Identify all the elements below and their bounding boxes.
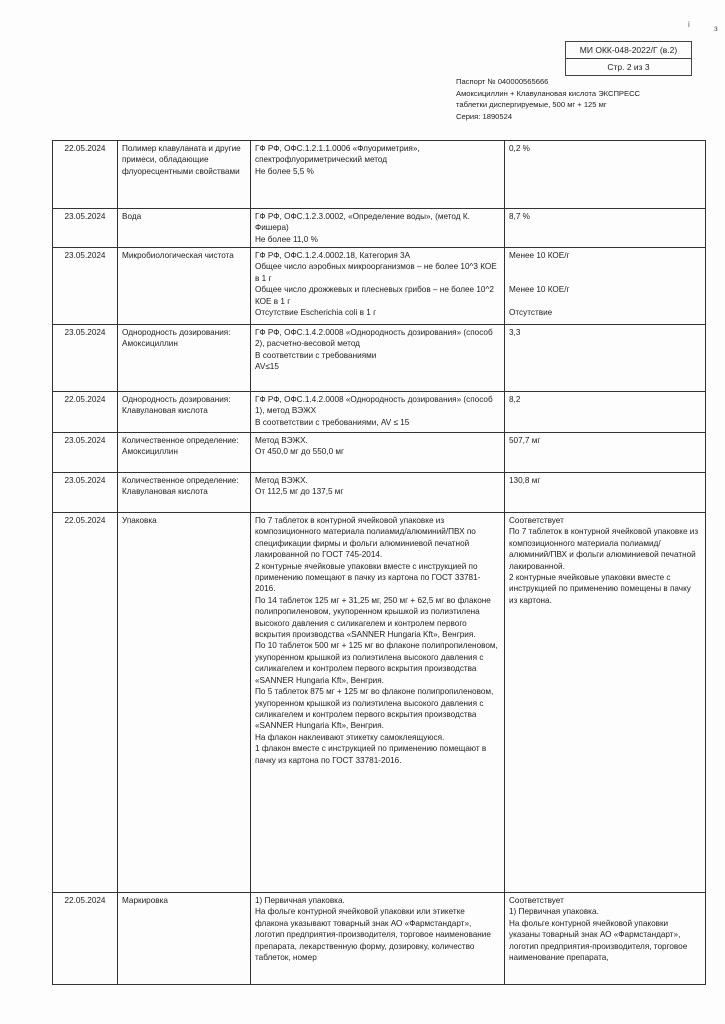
corner-mark-1: i xyxy=(688,20,690,29)
row-parameter: Маркировка xyxy=(118,893,251,985)
row-requirement: 1) Первичная упаковка. На фольге контурной ячейковой упаковки или этикетке флакона указывают товарный знак АО «Фармстандарт», логотип предприятия-производителя, торговое наименование препарата, лекарственную форму, дозировку, количество таблеток, номер xyxy=(251,893,505,985)
row-date: 23.05.2024 xyxy=(53,325,118,392)
table-row xyxy=(53,513,706,893)
row-requirement: ГФ РФ, ОФС.1.4.2.0008 «Однородность дозирования» (способ 2), расчетно-весовой метод В соответствии с требованиями AV≤15 xyxy=(251,325,505,392)
row-parameter: Однородность дозирования: Амоксициллин xyxy=(118,325,251,392)
table-row xyxy=(53,141,706,209)
row-requirement: ГФ РФ, ОФС.1.2.1.1.0006 «Флуориметрия», спектрофлуориметрический метод Не более 5,5 % xyxy=(251,141,505,209)
table-row xyxy=(53,248,706,325)
row-requirement: ГФ РФ, ОФС.1.2.4.0002.18, Категория 3А Общее число аэробных микроорганизмов – не более 10^3 КОЕ в 1 г Общее число дрожжевых и плесневых грибов – не более 10^2 КОЕ в 1 г Отсутствие Escherichia coli в 1 г xyxy=(251,248,505,325)
row-requirement: ГФ РФ, ОФС.1.2.3.0002, «Определение воды», (метод К. Фишера) Не более 11,0 % xyxy=(251,209,505,248)
table-row xyxy=(53,392,706,433)
row-date: 23.05.2024 xyxy=(53,473,118,513)
row-date: 22.05.2024 xyxy=(53,893,118,985)
row-date: 22.05.2024 xyxy=(53,513,118,893)
table-row xyxy=(53,893,706,985)
row-date: 23.05.2024 xyxy=(53,433,118,473)
table-row xyxy=(53,433,706,473)
product-form: таблетки диспергируемые, 500 мг + 125 мг xyxy=(456,100,607,109)
row-result: 130,8 мг xyxy=(505,473,706,513)
row-date: 22.05.2024 xyxy=(53,392,118,433)
row-requirement: ГФ РФ, ОФС.1.4.2.0008 «Однородность дозирования» (способ 1), метод ВЭЖХ В соответствии с требованиями, AV ≤ 15 xyxy=(251,392,505,433)
row-parameter: Вода xyxy=(118,209,251,248)
row-result: 507,7 мг xyxy=(505,433,706,473)
row-date: 23.05.2024 xyxy=(53,248,118,325)
row-requirement: По 7 таблеток в контурной ячейковой упаковке из композиционного материала полиамид/алюминий/ПВХ по спецификации фирмы и фольги алюминиевой печатной лакированной по ГОСТ 745-2014. 2 контурные ячейковые упаковки вместе с инструкцией по применению помещают в пачку из картона по ГОСТ 33781-2016. По 14 таблеток 125 мг + 31,25 мг, 250 мг + 62,5 мг во флаконе полипропиленовом, укупоренном крышкой из полиэтилена высокого давления с силикагелем и контролем первого вскрытия производства «SANNER Hungaria Kft», Венгрия. По 10 таблеток 500 мг + 125 мг во флаконе полипропиленовом, укупоренном крышкой из полиэтилена высокого давления с силикагелем и контролем первого вскрытия производства «SANNER Hungaria Kft», Венгрия. По 5 таблеток 875 мг + 125 мг во флаконе полипропиленовом, укупоренном крышкой из полиэтилена высокого давления с силикагелем и контролем первого вскрытия производства «SANNER Hungaria Kft», Венгрия. На флакон наклеивают этикетку самоклеящуюся. 1 флакон вместе с инструкцией по применению помещают в пачку из картона по ГОСТ 33781-2016. xyxy=(251,513,505,893)
page-number: Стр. 2 из 3 xyxy=(566,58,691,75)
doc-code: МИ ОКК-048-2022/Г (в.2) xyxy=(579,45,678,55)
passport-number: Паспорт № 040000565666 xyxy=(456,77,549,86)
product-name: Амоксициллин + Клавулановая кислота ЭКСПРЕСС xyxy=(456,88,641,98)
row-parameter: Однородность дозирования: Клавулановая кислота xyxy=(118,392,251,433)
row-parameter: Упаковка xyxy=(118,513,251,893)
row-result: 0,2 % xyxy=(505,141,706,209)
document-code-box xyxy=(565,41,692,76)
table-row xyxy=(53,473,706,513)
row-result: Соответствует 1) Первичная упаковка. На фольге контурной ячейковой упаковки указаны товарный знак АО «Фармстандарт», логотип предприятия-производителя, торговое наименование препарата, xyxy=(505,893,706,985)
row-result: 3,3 xyxy=(505,325,706,392)
row-result: 8,7 % xyxy=(505,209,706,248)
row-parameter: Количественное определение: Амоксициллин xyxy=(118,433,251,473)
row-parameter: Полимер клавуланата и другие примеси, обладающие флуоресцентными свойствами xyxy=(118,141,251,209)
row-parameter: Микробиологическая чистота xyxy=(118,248,251,325)
batch-number: Серия: 1890524 xyxy=(456,111,513,121)
row-date: 23.05.2024 xyxy=(53,209,118,248)
table-row xyxy=(53,209,706,248)
row-result: Соответствует По 7 таблеток в контурной ячейковой упаковке из композиционного материала полиамид/алюминий/ПВХ и фольги алюминиевой печатной лакированной. 2 контурные ячейковые упаковки вместе с инструкцией по применению помещены в пачку из картона. xyxy=(505,513,706,893)
row-date: 22.05.2024 xyxy=(53,141,118,209)
row-requirement: Метод ВЭЖХ. От 450,0 мг до 550,0 мг xyxy=(251,433,505,473)
passport-info xyxy=(456,76,640,122)
row-result: 8,2 xyxy=(505,392,706,433)
row-requirement: Метод ВЭЖХ. От 112,5 мг до 137,5 мг xyxy=(251,473,505,513)
corner-mark-0: з xyxy=(714,24,718,33)
test-results-table xyxy=(52,140,706,985)
row-result: Менее 10 КОЕ/г Менее 10 КОЕ/г Отсутствие xyxy=(505,248,706,325)
row-parameter: Количественное определение: Клавулановая кислота xyxy=(118,473,251,513)
table-row xyxy=(53,325,706,392)
